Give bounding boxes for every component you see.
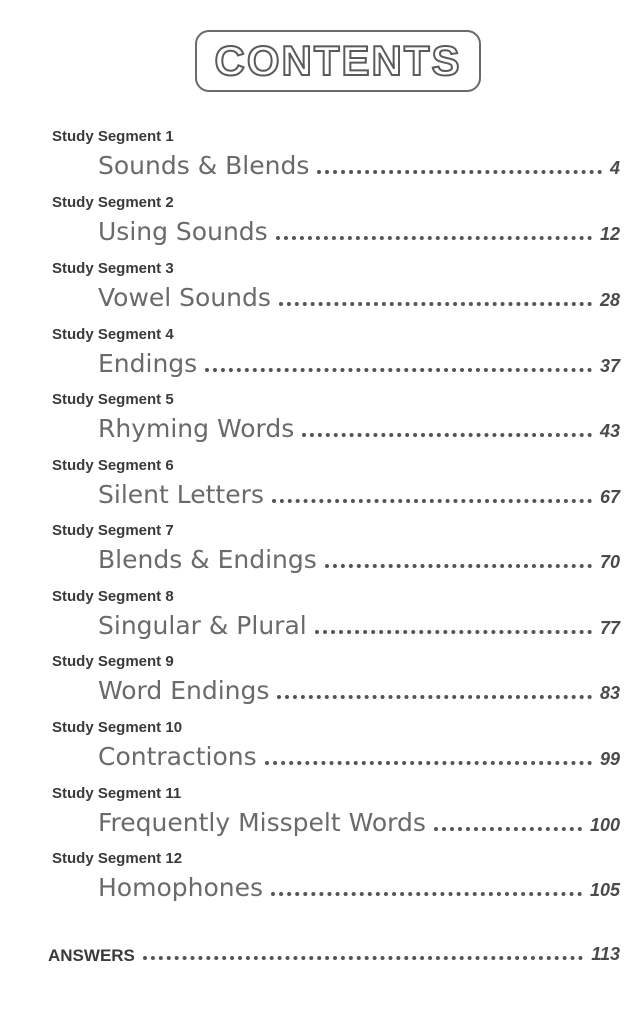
- page-number: 67: [599, 487, 620, 507]
- segment-label: Study Segment 6: [52, 457, 174, 474]
- segment-label: Study Segment 12: [52, 850, 183, 867]
- leader-dots: [265, 761, 592, 765]
- segment-label: Study Segment 2: [52, 194, 174, 211]
- leader-dots: [271, 892, 582, 896]
- answers-page-number: 113: [591, 944, 620, 964]
- segment-topic[interactable]: Sounds & Blends: [98, 151, 310, 180]
- segment-topic[interactable]: Blends & Endings: [98, 545, 317, 574]
- page-number: 28: [599, 290, 620, 310]
- segment-label: Study Segment 4: [52, 326, 174, 343]
- toc-entry[interactable]: [0, 326, 640, 392]
- leader-dots: [276, 236, 592, 240]
- segment-topic[interactable]: Homophones: [98, 873, 264, 902]
- leader-dots: [315, 630, 592, 634]
- leader-dots: [205, 368, 592, 372]
- segment-label: Study Segment 7: [52, 522, 174, 539]
- segment-label: Study Segment 1: [52, 128, 174, 145]
- toc-entry[interactable]: [0, 785, 640, 851]
- segment-label: Study Segment 8: [52, 588, 174, 605]
- segment-label: Study Segment 9: [52, 653, 174, 670]
- toc-entry[interactable]: [0, 194, 640, 260]
- segment-topic[interactable]: Rhyming Words: [98, 414, 295, 443]
- toc-entry[interactable]: [0, 128, 640, 194]
- leader-dots: [277, 695, 592, 699]
- page-number: 83: [599, 683, 620, 703]
- toc-entry[interactable]: [0, 588, 640, 654]
- page-number: 99: [599, 749, 620, 769]
- page-number: 4: [609, 158, 620, 178]
- leader-dots: [143, 956, 583, 960]
- toc-entry[interactable]: [0, 260, 640, 326]
- segment-topic[interactable]: Contractions: [98, 742, 257, 771]
- segment-label: Study Segment 3: [52, 260, 174, 277]
- page-number: 43: [599, 421, 620, 441]
- page-title: CONTENTS: [214, 37, 462, 84]
- segment-label: Study Segment 10: [52, 719, 183, 736]
- toc-entry[interactable]: [0, 391, 640, 457]
- segment-label: Study Segment 5: [52, 391, 174, 408]
- toc-entry[interactable]: [0, 653, 640, 719]
- toc-entry[interactable]: [0, 457, 640, 523]
- segment-topic[interactable]: Using Sounds: [98, 217, 268, 246]
- page-number: 105: [589, 880, 620, 900]
- page-number: 77: [599, 618, 620, 638]
- toc-entry[interactable]: [0, 522, 640, 588]
- page-number: 37: [599, 356, 620, 376]
- leader-dots: [317, 170, 602, 174]
- segment-topic[interactable]: Word Endings: [98, 676, 270, 705]
- toc-entry[interactable]: [0, 719, 640, 785]
- leader-dots: [302, 433, 592, 437]
- segment-topic[interactable]: Silent Letters: [98, 480, 264, 509]
- leader-dots: [279, 302, 592, 306]
- segment-topic[interactable]: Endings: [98, 349, 198, 378]
- contents-title-box: [195, 30, 481, 92]
- page-number: 70: [599, 552, 620, 572]
- answers-entry[interactable]: [48, 940, 620, 968]
- leader-dots: [325, 564, 592, 568]
- answers-label[interactable]: ANSWERS: [48, 946, 135, 965]
- segment-label: Study Segment 11: [52, 785, 182, 802]
- segment-topic[interactable]: Singular & Plural: [98, 611, 307, 640]
- segment-topic[interactable]: Vowel Sounds: [98, 283, 271, 312]
- leader-dots: [434, 827, 582, 831]
- leader-dots: [272, 499, 592, 503]
- page-number: 100: [589, 815, 620, 835]
- toc-entry[interactable]: [0, 850, 640, 916]
- segment-topic[interactable]: Frequently Misspelt Words: [98, 808, 426, 837]
- page-number: 12: [599, 224, 620, 244]
